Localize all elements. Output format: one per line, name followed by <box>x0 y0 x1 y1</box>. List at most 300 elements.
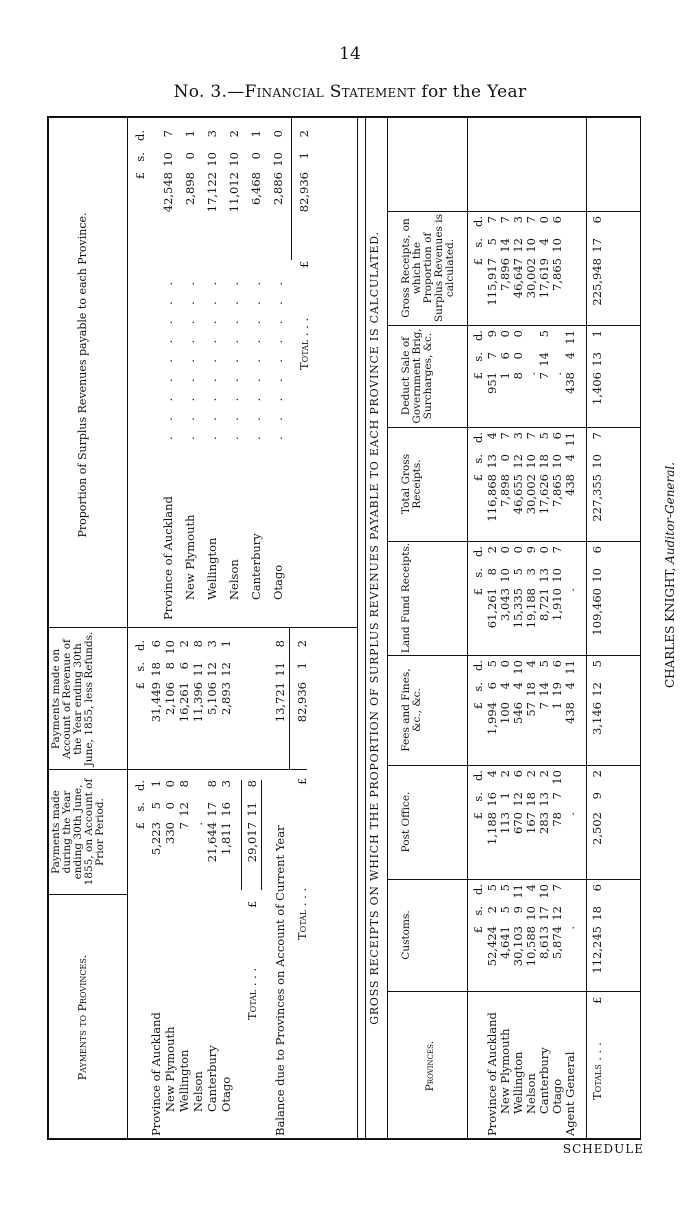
gross-total-customs-l: 112,245 <box>590 926 604 974</box>
gross-cell-deduct <box>485 330 499 424</box>
gross-total-total-d: 7 <box>590 432 604 440</box>
gross-cell-total-l: 17,626 <box>537 474 551 515</box>
proportion-val-l: 11,012 <box>227 172 241 213</box>
top-row-pay-l: 330 <box>163 822 177 844</box>
gross-units-grossrec <box>471 216 485 322</box>
top-row-name: Nelson <box>191 1071 205 1112</box>
gross-cell-total-l: 46,655 <box>511 474 525 515</box>
proportion-val-l: 42,548 <box>161 172 175 213</box>
top-row-pay-s: 0 <box>163 802 177 810</box>
gross-cell-fees-s: 19 <box>550 682 564 697</box>
gross-col-header-grossrec: Gross Receipts, on which the Proportion of Surplus Revenues is calculated. <box>400 213 457 323</box>
gross-cell-deduct <box>511 330 525 424</box>
gross-cell-customs <box>563 884 577 988</box>
gross-cell-grossrec-s: 12 <box>511 238 525 253</box>
title-suffix: for the Year <box>415 82 527 102</box>
gross-cell-fees-l: 100 <box>498 702 512 724</box>
top-row-pay <box>205 780 219 890</box>
gross-cell-fees <box>524 660 538 762</box>
section-divider-2 <box>365 116 366 1140</box>
top-row-rev <box>205 640 219 760</box>
rotated-table <box>47 116 641 1140</box>
gross-cell-total-l: 7,865 <box>550 474 564 507</box>
gross-cell-land-l: 8,721 <box>537 588 551 621</box>
gross-cell-post-l: 670 <box>511 812 525 834</box>
proportion-total-symbol: £ <box>297 260 311 268</box>
top-units-prop-d: d. <box>133 130 147 142</box>
top-row-rev-s: 6 <box>177 662 191 670</box>
gross-cell-deduct-s <box>524 352 538 372</box>
gross-cell-post-l: 167 <box>524 812 538 834</box>
gross-units-deduct-d: d. <box>471 330 485 342</box>
top-row-pay-s: 5 <box>149 802 163 810</box>
gross-cell-deduct <box>498 330 512 424</box>
gross-cell-fees-l: 1 <box>550 702 564 710</box>
gross-cell-fees-l: 546 <box>511 702 525 724</box>
gross-cell-land-d: 0 <box>537 546 551 554</box>
gross-cell-post <box>485 770 499 876</box>
proportion-val-l: 2,898 <box>183 172 197 205</box>
gross-cell-total-d: 5 <box>537 432 551 440</box>
proportion-val-d: 1 <box>249 130 263 138</box>
gross-units-deduct-s: s. <box>471 352 485 362</box>
gross-units-deduct <box>471 330 485 424</box>
gross-cell-post-s: 13 <box>537 792 551 807</box>
gross-row-name: Nelson <box>524 1073 538 1114</box>
top-row-rev-s: 11 <box>191 662 205 677</box>
gross-cell-post-s <box>563 792 577 812</box>
proportion-total <box>297 130 311 250</box>
gross-cell-post <box>563 770 577 876</box>
gross-cell-deduct-l: . <box>550 372 564 376</box>
proportion-name: New Plymouth <box>183 514 197 600</box>
gross-cell-land-l: 61,261 <box>485 588 499 629</box>
gross-cell-land <box>550 546 564 652</box>
gross-col-divider <box>387 655 641 656</box>
gross-cell-land-s: 10 <box>550 568 564 583</box>
gross-cell-land <box>524 546 538 652</box>
gross-cell-land-s: 5 <box>511 568 525 576</box>
gross-cell-fees <box>537 660 551 762</box>
grand-total-symbol: £ <box>295 777 309 785</box>
proportion-total-l: 82,936 <box>297 172 311 213</box>
top-total-pay-d: 8 <box>245 780 259 788</box>
gross-cell-deduct-l: . <box>524 372 538 376</box>
proportion-dots: . . . . . . . . . <box>205 275 219 440</box>
top-units-pay-l: £ <box>133 822 147 830</box>
gross-cell-customs-d: 4 <box>524 884 538 892</box>
gross-col-header-post: Post Office. <box>400 791 412 853</box>
gross-cell-customs <box>498 884 512 988</box>
gross-heading-underline <box>387 116 388 1140</box>
gross-cell-total-s: 4 <box>563 454 577 462</box>
gross-col-header-fees: Fees and Fines, &c., &c. <box>400 668 424 752</box>
gross-cell-land-d: 0 <box>498 546 512 554</box>
gross-total-deduct-l: 1,406 <box>590 372 604 405</box>
gross-cell-fees-d: 6 <box>550 660 564 668</box>
gross-cell-customs-l: 4,641 <box>498 926 512 959</box>
proportion-dots: . . . . . . . . . <box>183 275 197 440</box>
gross-cell-deduct-d: 11 <box>563 330 577 345</box>
gross-col-divider <box>387 879 641 880</box>
gross-total-grossrec-d: 6 <box>590 216 604 224</box>
top-row-name: Otago <box>219 1076 233 1112</box>
gross-cell-total-l: 30,002 <box>524 474 538 515</box>
gross-cell-total-s: 18 <box>537 454 551 469</box>
gross-units-customs-l: £ <box>471 926 485 934</box>
top-row-rev <box>191 640 205 760</box>
top-row-pay-l: 7 <box>177 822 191 830</box>
gross-cell-post-l: 78 <box>550 812 564 827</box>
top-row-rev-s: 12 <box>205 662 219 677</box>
proportion-val-d: 1 <box>183 130 197 138</box>
top-total-rule2 <box>261 780 262 890</box>
proportion-name: Otago <box>271 564 285 600</box>
gross-total-fees-s: 12 <box>590 682 604 697</box>
gross-cell-fees-s: 4 <box>563 682 577 690</box>
gross-total-deduct <box>590 330 604 424</box>
gross-units-land <box>471 546 485 652</box>
gross-units-fees-s: s. <box>471 682 485 692</box>
gross-units-fees-l: £ <box>471 702 485 710</box>
gross-units-grossrec-d: d. <box>471 216 485 228</box>
grand-total-rev <box>295 640 309 760</box>
grand-total-rev-s: 1 <box>295 662 309 670</box>
proportion-val-s: 10 <box>205 152 219 167</box>
top-row-name: Province of Auckland <box>149 1012 163 1136</box>
gross-cell-land-s: 10 <box>498 568 512 583</box>
gross-cell-grossrec-s: 10 <box>524 238 538 253</box>
gross-cell-customs-d: 5 <box>485 884 499 892</box>
gross-cell-total <box>563 432 577 538</box>
divider <box>47 1139 641 1140</box>
gross-cell-fees-d: 0 <box>498 660 512 668</box>
top-row-rev-l: 2,106 <box>163 682 177 715</box>
top-row-pay-s: 16 <box>219 802 233 817</box>
proportion-val <box>271 130 285 250</box>
gross-cell-grossrec <box>485 216 499 322</box>
gross-cell-fees <box>550 660 564 762</box>
grand-total-rev-l: 82,936 <box>295 682 309 723</box>
gross-cell-post-d: 6 <box>511 770 525 778</box>
gross-units-total-d: d. <box>471 432 485 444</box>
gross-row-name: Wellington <box>511 1051 525 1114</box>
gross-cell-land-d: 9 <box>524 546 538 554</box>
gross-cell-customs-l: . <box>563 926 577 930</box>
proportion-name: Nelson <box>227 559 241 600</box>
top-units-prop <box>133 130 147 250</box>
gross-cell-grossrec-d: 3 <box>511 216 525 224</box>
top-row-rev-s: 18 <box>149 662 163 677</box>
gross-units-customs-d: d. <box>471 884 485 896</box>
gross-cell-post <box>524 770 538 876</box>
gross-cell-deduct-s: 0 <box>511 352 525 360</box>
gross-cell-customs-s: 2 <box>485 906 499 914</box>
gross-cell-deduct-l: 7 <box>537 372 551 380</box>
hdr-divider <box>47 627 357 628</box>
gross-units-total <box>471 432 485 538</box>
gross-cell-total-s: 12 <box>511 454 525 469</box>
gross-cell-deduct-d <box>550 330 564 352</box>
title-prefix: No. 3.— <box>173 82 245 102</box>
col-revenue-header: Payments made on Account of Revenue of the Year ending 30th June, 1855, less Refunds. <box>50 631 96 767</box>
top-units-rev-d: d. <box>133 640 147 652</box>
gross-cell-fees <box>511 660 525 762</box>
gross-cell-deduct-l: 8 <box>511 372 525 380</box>
grand-total-rev-d: 2 <box>295 640 309 648</box>
gross-cell-total-d: 7 <box>524 432 538 440</box>
gross-total-total <box>590 432 604 538</box>
top-row-rev-d: 10 <box>163 640 177 655</box>
gross-cell-fees-l: 7 <box>537 702 551 710</box>
top-row-rev-l: 16,261 <box>177 682 191 723</box>
grand-total-label: Total . . . <box>295 887 309 940</box>
gross-cell-customs-l: 30,103 <box>511 926 525 967</box>
proportion-dots: . . . . . . . . . <box>227 275 241 440</box>
gross-cell-grossrec <box>550 216 564 322</box>
gross-cell-grossrec-l: 7,896 <box>498 258 512 291</box>
top-row-rev-l: 31,449 <box>149 682 163 723</box>
gross-cell-land-l: 1,910 <box>550 588 564 621</box>
col-proportion-header: Proportion of Surplus Revenues payable to each Province. <box>76 212 89 538</box>
gross-units-land-d: d. <box>471 546 485 558</box>
top-row-rev-s: 8 <box>163 662 177 670</box>
signature-name: CHARLES KNIGHT, <box>663 567 677 688</box>
top-row-pay-d: 8 <box>205 780 219 788</box>
gross-cell-deduct <box>563 330 577 424</box>
gross-cell-land-l: . <box>563 588 577 592</box>
gross-cell-deduct-l: 951 <box>485 372 499 394</box>
hdr-underline <box>127 116 128 1140</box>
top-units-rev-s: s. <box>133 662 147 672</box>
gross-cell-grossrec <box>524 216 538 322</box>
gross-cell-grossrec-d: 7 <box>498 216 512 224</box>
proportion-name: Province of Auckland <box>161 496 175 620</box>
top-row-pay-d: 1 <box>149 780 163 788</box>
proportion-total-label: Total . . . <box>297 317 311 370</box>
proportion-val-l: 6,468 <box>249 172 263 205</box>
top-total-label: Total . . . <box>245 967 259 1020</box>
gross-cell-post-d <box>563 770 577 792</box>
gross-total-fees-l: 3,146 <box>590 702 604 735</box>
gross-cell-total-s: 0 <box>498 454 512 462</box>
gross-cell-post-d: 2 <box>498 770 512 778</box>
gross-col-header-customs: Customs. <box>400 910 412 960</box>
gross-cell-post-l: 283 <box>537 812 551 834</box>
gross-cell-grossrec-d: 7 <box>524 216 538 224</box>
gross-cell-post-l: . <box>563 812 577 816</box>
gross-units-total-l: £ <box>471 474 485 482</box>
gross-units-fees <box>471 660 485 762</box>
gross-cell-land <box>485 546 499 652</box>
proportion-val-s: 0 <box>249 152 263 160</box>
gross-total-land-s: 10 <box>590 568 604 583</box>
top-row-pay-s: 12 <box>177 802 191 817</box>
gross-cell-deduct-l: 438 <box>563 372 577 394</box>
gross-totals-label: Totals . . . <box>590 1042 604 1100</box>
gross-cell-post-s: 18 <box>524 792 538 807</box>
proportion-val-l: 17,122 <box>205 172 219 213</box>
gross-units-total-s: s. <box>471 454 485 464</box>
proportion-val-d: 3 <box>205 130 219 138</box>
proportion-total-d: 2 <box>297 130 311 138</box>
gross-units-post-s: s. <box>471 792 485 802</box>
gross-cell-grossrec-s: 5 <box>485 238 499 246</box>
schedule-label: SCHEDULE <box>562 1142 644 1156</box>
title-small-caps: Financial Statement <box>244 82 416 102</box>
gross-cell-deduct-d: 9 <box>485 330 499 338</box>
gross-cell-land <box>498 546 512 652</box>
top-row-pay <box>163 780 177 890</box>
gross-total-grossrec-s: 17 <box>590 238 604 253</box>
gross-units-land-l: £ <box>471 588 485 596</box>
top-units-pay-s: s. <box>133 802 147 812</box>
gross-total-customs-s: 18 <box>590 906 604 921</box>
top-row-pay-d <box>191 780 205 802</box>
gross-total-post-s: 9 <box>590 792 604 800</box>
top-total-pay <box>245 780 259 890</box>
gross-cell-deduct-s: 14 <box>537 352 551 367</box>
top-row-pay <box>149 780 163 890</box>
gross-cell-land-l: 15,335 <box>511 588 525 629</box>
proportion-val-s: 10 <box>271 152 285 167</box>
gross-cell-total-l: 116,868 <box>485 474 499 522</box>
section-divider <box>357 116 358 1140</box>
gross-cell-deduct-l: 1 <box>498 372 512 380</box>
gross-cell-total-s: 10 <box>550 454 564 469</box>
gross-cell-fees <box>563 660 577 762</box>
proportion-val-l: 2,886 <box>271 172 285 205</box>
gross-total-customs <box>590 884 604 988</box>
gross-cell-total <box>485 432 499 538</box>
gross-cell-grossrec-l: 30,002 <box>524 258 538 299</box>
top-row-rev-d: 2 <box>177 640 191 648</box>
gross-cell-total-s: 10 <box>524 454 538 469</box>
gross-units-post <box>471 770 485 876</box>
top-row-rev-l: 5,106 <box>205 682 219 715</box>
gross-row-name: Agent General <box>563 1051 577 1136</box>
gross-cell-post <box>550 770 564 876</box>
top-units-rev-l: £ <box>133 682 147 690</box>
gross-cell-fees <box>485 660 499 762</box>
gross-total-fees <box>590 660 604 762</box>
proportion-dots: . . . . . . . . . <box>249 275 263 440</box>
top-row-name: Wellington <box>177 1049 191 1112</box>
gross-cell-fees-d: 11 <box>563 660 577 675</box>
gross-heading: GROSS RECEIPTS ON WHICH THE PROPORTION OF SURPLUS REVENUES PAYABLE TO EACH PROVINCE IS CALCULATED. <box>368 231 381 1025</box>
gross-cell-customs-l: 10,588 <box>524 926 538 967</box>
gross-cell-grossrec-l: 115,917 <box>485 258 499 306</box>
gross-cell-deduct-d: 0 <box>498 330 512 338</box>
gross-cell-total-d: 4 <box>485 432 499 440</box>
gross-col-divider <box>387 541 641 542</box>
gross-total-total-l: 227,355 <box>590 474 604 522</box>
proportion-val-d: 0 <box>271 130 285 138</box>
gross-cell-post-d: 2 <box>537 770 551 778</box>
gross-cell-post-s: 12 <box>511 792 525 807</box>
top-row-rev-d: 8 <box>191 640 205 648</box>
gross-cell-post <box>511 770 525 876</box>
gross-cell-land-s: 3 <box>524 568 538 576</box>
gross-cell-deduct <box>537 330 551 424</box>
gross-cell-grossrec-s: 14 <box>498 238 512 253</box>
proportion-total-s: 1 <box>297 152 311 160</box>
gross-col-divider <box>387 991 641 992</box>
top-units-pay <box>133 780 147 890</box>
balance-rev-d: 8 <box>273 640 287 648</box>
page-number: 14 <box>339 44 361 64</box>
gross-cell-grossrec-l: 7,865 <box>550 258 564 291</box>
top-row-rev-d: 3 <box>205 640 219 648</box>
gross-cell-customs-s: 17 <box>537 906 551 921</box>
balance-rev-s: 11 <box>273 662 287 677</box>
top-row-rev <box>149 640 163 760</box>
gross-cell-customs-d: 10 <box>537 884 551 899</box>
top-row-pay-l: 21,644 <box>205 822 219 863</box>
gross-cell-post <box>537 770 551 876</box>
gross-cell-land-l: 3,043 <box>498 588 512 621</box>
top-row-pay-d: 0 <box>163 780 177 788</box>
gross-cell-total <box>498 432 512 538</box>
gross-cell-land <box>537 546 551 652</box>
top-row-rev-l: 11,396 <box>191 682 205 723</box>
gross-cell-post-s: 1 <box>498 792 512 800</box>
gross-cell-customs-d: 5 <box>498 884 512 892</box>
grand-total-rule <box>289 628 290 770</box>
gross-col-divider <box>387 427 641 428</box>
gross-cell-fees-s: 18 <box>524 682 538 697</box>
gross-cell-customs-s: 12 <box>550 906 564 921</box>
gross-cell-deduct <box>524 330 538 424</box>
top-row-pay-d: 3 <box>219 780 233 788</box>
gross-cell-grossrec-l: 17,619 <box>537 258 551 299</box>
gross-total-deduct-s: 13 <box>590 352 604 367</box>
gross-col-header-land: Land Fund Receipts. <box>400 542 412 654</box>
gross-row-name: New Plymouth <box>498 1028 512 1114</box>
gross-col-divider <box>387 765 641 766</box>
gross-cell-land <box>511 546 525 652</box>
balance-rev-l: 13,721 <box>273 682 287 723</box>
gross-cell-land <box>563 546 577 652</box>
gross-cell-total-d: 11 <box>563 432 577 447</box>
gross-col-header-deduct: Deduct Sale of Government Brig, Surcharges, &c. <box>400 328 435 424</box>
gross-cell-land-l: 19,188 <box>524 588 538 629</box>
gross-cell-fees-s: 6 <box>485 682 499 690</box>
gross-total-grossrec <box>590 216 604 322</box>
signature-role: Auditor-General. <box>663 461 677 564</box>
gross-units-post-d: d. <box>471 770 485 782</box>
gross-cell-customs-l: 5,874 <box>550 926 564 959</box>
gross-units-deduct-l: £ <box>471 372 485 380</box>
gross-total-customs-d: 6 <box>590 884 604 892</box>
gross-cell-grossrec <box>537 216 551 322</box>
gross-cell-customs-s: 10 <box>524 906 538 921</box>
gross-cell-total-d: 3 <box>511 432 525 440</box>
gross-total-fees-d: 5 <box>590 660 604 668</box>
gross-cell-customs-l: 52,424 <box>485 926 499 967</box>
gross-cell-fees-s: 4 <box>498 682 512 690</box>
gross-cell-customs <box>485 884 499 988</box>
gross-cell-customs-s <box>563 906 577 926</box>
gross-cell-customs-s: 5 <box>498 906 512 914</box>
gross-cell-customs-d <box>563 884 577 906</box>
top-row-pay-s: 17 <box>205 802 219 817</box>
top-total-symbol: £ <box>245 900 259 908</box>
gross-cell-fees-d: 10 <box>511 660 525 675</box>
gross-cell-fees-d: 5 <box>485 660 499 668</box>
proportion-val-d: 7 <box>161 130 175 138</box>
col-provinces-header: Payments to Provinces. <box>76 954 89 1081</box>
